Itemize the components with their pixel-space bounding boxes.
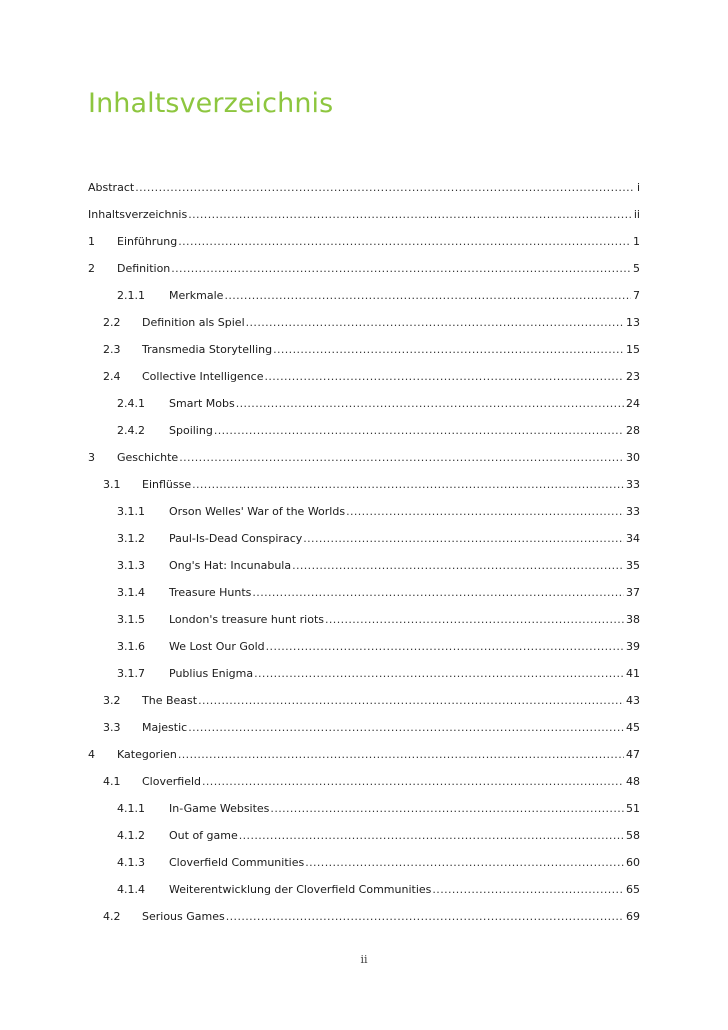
toc-entry-label: Merkmale xyxy=(169,289,224,302)
toc-entry-page: 60 xyxy=(626,856,640,869)
toc-entry-label: Geschichte xyxy=(117,451,179,464)
page-number-footer: ii xyxy=(360,953,368,966)
toc-entry-page: 34 xyxy=(626,532,640,545)
toc-entry[interactable] xyxy=(88,768,640,795)
toc-entry[interactable] xyxy=(88,876,640,903)
dot-leader xyxy=(214,417,624,444)
dot-leader xyxy=(270,795,624,822)
dot-leader xyxy=(224,282,631,309)
toc-entry-page: 33 xyxy=(626,478,640,491)
toc-entry[interactable] xyxy=(88,444,640,471)
dot-leader xyxy=(264,363,624,390)
toc-entry-page: ii xyxy=(633,208,640,221)
toc-entry[interactable] xyxy=(88,687,640,714)
toc-entry-label: Einführung xyxy=(117,235,178,248)
dot-leader xyxy=(273,336,624,363)
toc-entry-number: 4.2 xyxy=(103,910,121,923)
toc-entry-page: 48 xyxy=(626,775,640,788)
toc-entry-number: 2.3 xyxy=(103,343,121,356)
toc-entry-page: 30 xyxy=(626,451,640,464)
toc-entry-number: 3.1.3 xyxy=(117,559,145,572)
dot-leader xyxy=(178,741,624,768)
toc-entry-page: 5 xyxy=(633,262,640,275)
toc-entry-page: 47 xyxy=(626,748,640,761)
toc-entry-label: Ong's Hat: Incunabula xyxy=(169,559,292,572)
toc-entry-page: 24 xyxy=(626,397,640,410)
toc-entry[interactable] xyxy=(88,471,640,498)
toc-entry-label: Definition xyxy=(117,262,171,275)
toc-entry-page: 38 xyxy=(626,613,640,626)
toc-entry-label: Publius Enigma xyxy=(169,667,254,680)
dot-leader xyxy=(266,633,624,660)
toc-entry-number: 2.4.2 xyxy=(117,424,145,437)
toc-entry-label: Transmedia Storytelling xyxy=(142,343,273,356)
toc-entry-number: 3.1.1 xyxy=(117,505,145,518)
dot-leader xyxy=(135,174,635,201)
dot-leader xyxy=(305,849,624,876)
toc-entry-number: 1 xyxy=(88,235,95,248)
toc-entry-page: 1 xyxy=(633,235,640,248)
toc-entry[interactable] xyxy=(88,741,640,768)
toc-entry-page: 45 xyxy=(626,721,640,734)
dot-leader xyxy=(292,552,624,579)
toc-entry-page: 7 xyxy=(633,289,640,302)
dot-leader xyxy=(192,471,624,498)
toc-entry-number: 4.1 xyxy=(103,775,121,788)
toc-entry-number: 3.1.7 xyxy=(117,667,145,680)
toc-title: Inhaltsverzeichnis xyxy=(88,88,334,119)
toc-entry-label: Orson Welles' War of the Worlds xyxy=(169,505,346,518)
dot-leader xyxy=(171,255,631,282)
dot-leader xyxy=(432,876,624,903)
toc-entry[interactable] xyxy=(88,822,640,849)
dot-leader xyxy=(325,606,624,633)
toc-entry-number: 2.4 xyxy=(103,370,121,383)
toc-entry-label: Majestic xyxy=(142,721,188,734)
toc-entry[interactable] xyxy=(88,390,640,417)
toc-entry[interactable] xyxy=(88,363,640,390)
toc-entry-label: Cloverfield xyxy=(142,775,202,788)
toc-entry-page: 35 xyxy=(626,559,640,572)
toc-entry[interactable] xyxy=(88,633,640,660)
toc-entry[interactable] xyxy=(88,255,640,282)
toc-entry-page: 43 xyxy=(626,694,640,707)
toc-entry-number: 3.1 xyxy=(103,478,121,491)
toc-entry-label: Kategorien xyxy=(117,748,177,761)
toc-entry-number: 4.1.2 xyxy=(117,829,145,842)
toc-entry-number: 3 xyxy=(88,451,95,464)
toc-entry-label: Abstract xyxy=(88,181,135,194)
toc-entry-page: 28 xyxy=(626,424,640,437)
toc-entry[interactable] xyxy=(88,228,640,255)
toc-entry[interactable] xyxy=(88,417,640,444)
toc-entry[interactable] xyxy=(88,849,640,876)
dot-leader xyxy=(303,525,624,552)
toc-entry-page: i xyxy=(636,181,640,194)
toc-entry-label: Treasure Hunts xyxy=(169,586,252,599)
toc-entry[interactable] xyxy=(88,525,640,552)
toc-entry-number: 3.1.2 xyxy=(117,532,145,545)
toc-entry-label: Weiterentwicklung der Cloverfield Communities xyxy=(169,883,432,896)
toc-entry-page: 69 xyxy=(626,910,640,923)
toc-entry-number: 4.1.3 xyxy=(117,856,145,869)
dot-leader xyxy=(254,660,624,687)
toc-entry-number: 3.1.5 xyxy=(117,613,145,626)
toc-entry-label: Smart Mobs xyxy=(169,397,235,410)
dot-leader xyxy=(178,228,631,255)
dot-leader xyxy=(226,903,624,930)
dot-leader xyxy=(236,390,624,417)
toc-entry-label: Definition als Spiel xyxy=(142,316,245,329)
dot-leader xyxy=(239,822,624,849)
toc-entry-number: 2.4.1 xyxy=(117,397,145,410)
toc-entry-label: Spoiling xyxy=(169,424,213,437)
toc-entry-page: 58 xyxy=(626,829,640,842)
toc-entry-page: 13 xyxy=(626,316,640,329)
toc-entry-label: London's treasure hunt riots xyxy=(169,613,324,626)
dot-leader xyxy=(252,579,624,606)
toc-entry-label: Einflüsse xyxy=(142,478,192,491)
dot-leader xyxy=(198,687,624,714)
toc-entry[interactable] xyxy=(88,714,640,741)
toc-entry-page: 33 xyxy=(626,505,640,518)
toc-entry-page: 65 xyxy=(626,883,640,896)
toc-entry[interactable] xyxy=(88,552,640,579)
toc-entry-number: 2.1.1 xyxy=(117,289,145,302)
toc-entry[interactable] xyxy=(88,336,640,363)
toc-entry[interactable] xyxy=(88,660,640,687)
toc-entry[interactable] xyxy=(88,174,640,201)
toc-entry[interactable] xyxy=(88,795,640,822)
toc-entry-page: 23 xyxy=(626,370,640,383)
toc-entry-page: 51 xyxy=(626,802,640,815)
toc-entry-number: 2 xyxy=(88,262,95,275)
toc-entry-number: 3.1.4 xyxy=(117,586,145,599)
toc-entry-label: Cloverfield Communities xyxy=(169,856,305,869)
toc-entry[interactable] xyxy=(88,579,640,606)
toc-entry[interactable] xyxy=(88,498,640,525)
toc-entry-number: 3.2 xyxy=(103,694,121,707)
dot-leader xyxy=(246,309,624,336)
toc-entry-label: In-Game Websites xyxy=(169,802,270,815)
toc-entry-page: 39 xyxy=(626,640,640,653)
table-of-contents xyxy=(88,174,640,930)
toc-entry-number: 4 xyxy=(88,748,95,761)
dot-leader xyxy=(188,714,624,741)
dot-leader xyxy=(202,768,624,795)
toc-entry-number: 3.1.6 xyxy=(117,640,145,653)
toc-entry-label: Serious Games xyxy=(142,910,225,923)
toc-entry[interactable] xyxy=(88,201,640,228)
toc-entry-label: The Beast xyxy=(142,694,198,707)
toc-entry[interactable] xyxy=(88,903,640,930)
toc-entry-label: Inhaltsverzeichnis xyxy=(88,208,188,221)
toc-entry-label: Collective Intelligence xyxy=(142,370,264,383)
dot-leader xyxy=(188,201,632,228)
toc-entry-page: 15 xyxy=(626,343,640,356)
toc-entry-number: 2.2 xyxy=(103,316,121,329)
toc-entry-number: 4.1.1 xyxy=(117,802,145,815)
toc-entry-number: 3.3 xyxy=(103,721,121,734)
toc-entry-label: We Lost Our Gold xyxy=(169,640,265,653)
toc-entry[interactable] xyxy=(88,606,640,633)
toc-entry-number: 4.1.4 xyxy=(117,883,145,896)
toc-entry-label: Paul-Is-Dead Conspiracy xyxy=(169,532,303,545)
toc-entry-page: 37 xyxy=(626,586,640,599)
toc-entry-page: 41 xyxy=(626,667,640,680)
toc-entry[interactable] xyxy=(88,309,640,336)
dot-leader xyxy=(179,444,624,471)
dot-leader xyxy=(346,498,624,525)
toc-entry-label: Out of game xyxy=(169,829,238,842)
toc-entry[interactable] xyxy=(88,282,640,309)
